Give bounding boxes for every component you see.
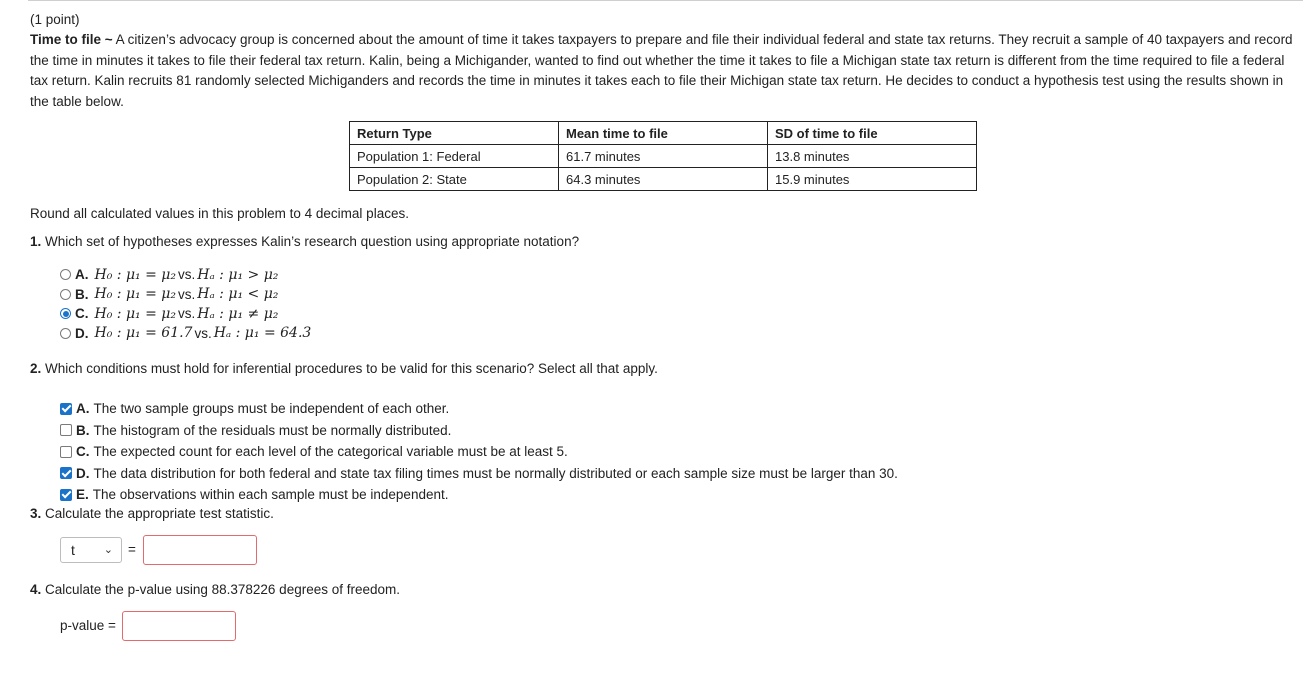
alt-hypothesis: Hₐ : μ₁ = 64.3 bbox=[213, 325, 312, 342]
condition-d[interactable] bbox=[60, 463, 1295, 485]
alt-hypothesis: Hₐ : μ₁ < μ₂ bbox=[197, 286, 279, 303]
checkbox-checked[interactable] bbox=[60, 489, 72, 501]
option-text: The histogram of the residuals must be normally distributed. bbox=[93, 422, 452, 438]
option-text: The expected count for each level of the categorical variable must be at least 5. bbox=[93, 444, 568, 460]
question-number: 1. bbox=[30, 234, 42, 249]
condition-options bbox=[60, 398, 1295, 506]
option-letter: C. bbox=[75, 306, 89, 322]
option-letter: A. bbox=[75, 267, 89, 283]
p-value-input[interactable] bbox=[122, 611, 236, 641]
checkbox-checked[interactable] bbox=[60, 467, 72, 479]
vs-label: vs. bbox=[178, 267, 196, 283]
option-letter: D. bbox=[76, 465, 90, 481]
option-letter: D. bbox=[75, 325, 89, 341]
statistic-type-select[interactable] bbox=[60, 537, 122, 563]
question-1 bbox=[30, 234, 1295, 249]
alt-hypothesis: Hₐ : μ₁ ≠ μ₂ bbox=[197, 305, 279, 322]
select-value: t bbox=[71, 541, 75, 558]
radio-button[interactable] bbox=[60, 269, 71, 280]
problem-title: Time to file ~ bbox=[30, 32, 113, 47]
null-hypothesis: H₀ : μ₁ = μ₂ bbox=[94, 266, 176, 283]
question-number: 3. bbox=[30, 505, 42, 521]
option-letter: E. bbox=[76, 487, 89, 503]
p-value-row bbox=[60, 611, 1295, 641]
checkbox[interactable] bbox=[60, 424, 72, 436]
option-letter: B. bbox=[76, 422, 90, 438]
round-note: Round all calculated values in this problem to 4 decimal places. bbox=[30, 206, 409, 221]
option-text: The data distribution for both federal and state tax filing times must be normally distributed or each sample size must be larger than 30. bbox=[93, 465, 898, 481]
question-3 bbox=[30, 506, 1295, 521]
option-a[interactable] bbox=[60, 265, 1295, 285]
table-header: Mean time to file bbox=[559, 122, 768, 145]
question-2 bbox=[30, 361, 1295, 376]
table-cell: 64.3 minutes bbox=[559, 168, 768, 191]
option-b[interactable] bbox=[60, 285, 1295, 305]
table-row bbox=[350, 168, 977, 191]
question-number: 2. bbox=[30, 361, 42, 376]
option-letter: B. bbox=[75, 286, 89, 302]
table-cell: Population 1: Federal bbox=[350, 145, 559, 168]
condition-e[interactable] bbox=[60, 484, 1295, 506]
question-text: Which set of hypotheses expresses Kalin’s research question using appropriate notation? bbox=[41, 234, 580, 249]
option-d[interactable] bbox=[60, 324, 1295, 344]
test-statistic-row bbox=[60, 534, 1295, 566]
question-number: 4. bbox=[30, 581, 42, 597]
table-cell: 13.8 minutes bbox=[768, 145, 977, 168]
null-hypothesis: H₀ : μ₁ = μ₂ bbox=[94, 286, 176, 303]
equals-sign: = bbox=[128, 542, 136, 557]
table-cell: 15.9 minutes bbox=[768, 168, 977, 191]
problem-text: A citizen’s advocacy group is concerned about the amount of time it takes taxpayers to prepare and file their individual federal and state tax returns. They recruit a sample of 40 taxpayers and record the time in minutes it takes to file their federal tax return. Kalin, being a Michigander, wanted to find out whether the time it takes to file a Michigan state tax return is different from the time required to file a federal tax return. Kalin recruits 81 randomly selected Michiganders and records the time in minutes it takes each to file their Michigan state tax return. He decides to conduct a hypothesis test using the results shown in the table below. bbox=[30, 32, 1293, 109]
question-4 bbox=[30, 582, 1295, 597]
option-text: The observations within each sample must be independent. bbox=[92, 487, 449, 503]
radio-button-selected[interactable] bbox=[60, 308, 71, 319]
top-divider bbox=[28, 0, 1303, 1]
condition-a[interactable] bbox=[60, 398, 1295, 420]
question-text: Calculate the appropriate test statistic. bbox=[41, 505, 274, 521]
table-cell: 61.7 minutes bbox=[559, 145, 768, 168]
points-label: (1 point) bbox=[30, 12, 80, 27]
option-letter: C. bbox=[76, 444, 90, 460]
checkbox[interactable] bbox=[60, 446, 72, 458]
problem-intro bbox=[30, 30, 1295, 112]
vs-label: vs. bbox=[178, 306, 196, 322]
p-value-label: p-value = bbox=[60, 618, 116, 633]
null-hypothesis: H₀ : μ₁ = 61.7 bbox=[94, 325, 193, 342]
condition-b[interactable] bbox=[60, 420, 1295, 442]
option-letter: A. bbox=[76, 401, 90, 417]
radio-button[interactable] bbox=[60, 289, 71, 300]
table-header-row bbox=[350, 122, 977, 145]
table-row bbox=[350, 145, 977, 168]
vs-label: vs. bbox=[194, 325, 212, 341]
alt-hypothesis: Hₐ : μ₁ > μ₂ bbox=[197, 266, 279, 283]
table-cell: Population 2: State bbox=[350, 168, 559, 191]
problem-content bbox=[30, 11, 1295, 641]
question-text: Which conditions must hold for inferential procedures to be valid for this scenario? Select all that apply. bbox=[41, 361, 658, 376]
test-statistic-input[interactable] bbox=[143, 535, 257, 565]
question-text: Calculate the p-value using 88.378226 degrees of freedom. bbox=[41, 581, 401, 597]
checkbox-checked[interactable] bbox=[60, 403, 72, 415]
condition-c[interactable] bbox=[60, 441, 1295, 463]
option-text: The two sample groups must be independent of each other. bbox=[93, 401, 450, 417]
table-header: Return Type bbox=[350, 122, 559, 145]
chevron-down-icon: ⌄ bbox=[103, 544, 113, 556]
null-hypothesis: H₀ : μ₁ = μ₂ bbox=[94, 305, 176, 322]
table-header: SD of time to file bbox=[768, 122, 977, 145]
vs-label: vs. bbox=[178, 286, 196, 302]
hypothesis-options bbox=[60, 265, 1295, 343]
data-table bbox=[349, 121, 977, 191]
option-c[interactable] bbox=[60, 304, 1295, 324]
radio-button[interactable] bbox=[60, 328, 71, 339]
